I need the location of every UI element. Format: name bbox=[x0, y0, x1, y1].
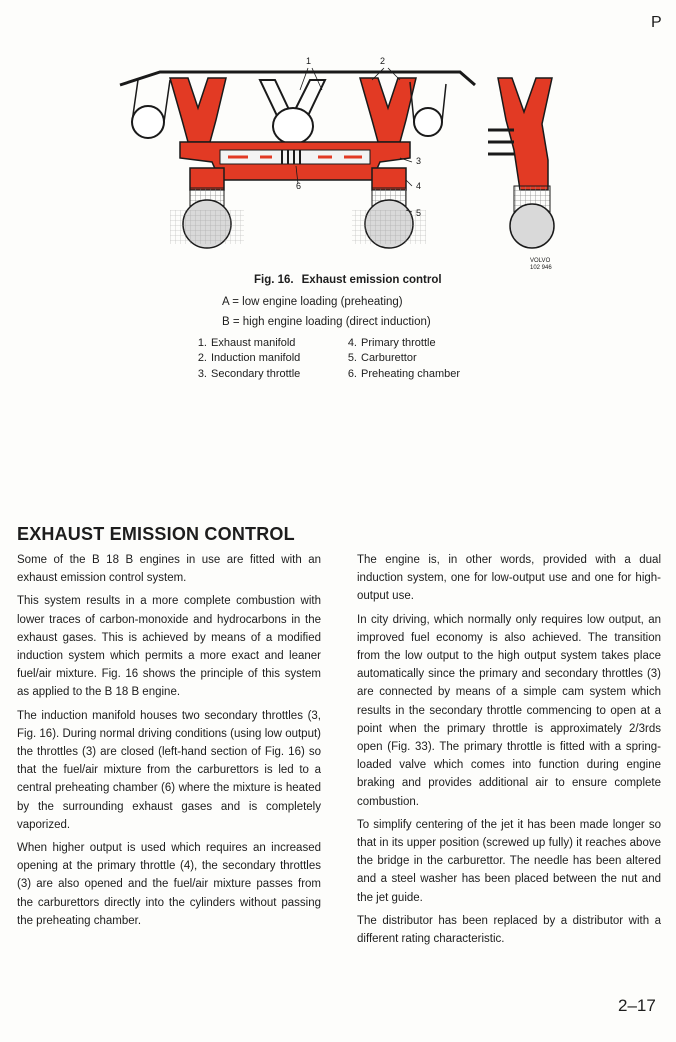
left-column bbox=[17, 551, 321, 935]
paragraph: The engine is, in other words, provided with a dual induction system, one for low-output use and one for high-output use. bbox=[357, 554, 661, 603]
legend-item: 6. Preheating chamber bbox=[347, 368, 461, 380]
paragraph: To simplify centering of the jet it has been made longer so that in its upper position (screwed up fully) it reaches above the bridge in the carburettor. The needle has been altered and a steel washer has been placed between the nut and the jet guide. bbox=[357, 818, 661, 904]
paragraph: The distributor has been replaced by a distributor with a different rating characteristic. bbox=[357, 914, 661, 946]
callout-4: 4 bbox=[416, 181, 422, 191]
paragraph: In city driving, which normally only requires low output, an improved fuel economy is also achieved. The transition from the low output to the high output system takes place automatically since the primary and secondary throttles (3) are connected by means of a simple cam system which results in the secondary throttle commencing to open at a point when the primary throttle is approximately 2/3rds open (Fig. 33). The primary throttle is fitted with a spring-loaded valve which comes into function during engine braking and provides additional air to ensure complete combustion. bbox=[357, 613, 661, 808]
paragraph: The induction manifold houses two secondary throttles (3, Fig. 16). During normal driving conditions (using low output) the throttles (3) are closed (left-hand section of Fig. 16) so that the fuel/air mixture from the carburettors is led to a central preheating chamber (6) where the mixture is heated by the surrounding exhaust gases and is completely vaporized. bbox=[17, 709, 321, 831]
callout-6: 6 bbox=[296, 181, 302, 191]
paragraph: When higher output is used which requires an increased opening at the primary throttle (4), the secondary throttles (3) are also opened and the fuel/air mixture passes from the carburettors directly into the cylinders without passing the preheating chamber. bbox=[17, 842, 321, 927]
caption-line-b: B = high engine loading (direct induction) bbox=[222, 316, 431, 328]
pulley-right bbox=[414, 108, 442, 136]
callout-2: 2 bbox=[380, 56, 386, 66]
exhaust-emission-diagram bbox=[110, 50, 570, 272]
exhaust-manifold-right bbox=[360, 78, 416, 142]
riser-left bbox=[190, 168, 224, 190]
page-number: 2–17 bbox=[618, 996, 656, 1015]
legend-item: 3. Secondary throttle bbox=[197, 368, 301, 380]
legend-item: 5. Carburettor bbox=[347, 352, 417, 364]
figure-stamp-line-2: 102 946 bbox=[530, 265, 552, 271]
side-view-carburettor bbox=[510, 204, 554, 248]
section-letter: P bbox=[651, 14, 662, 31]
callout-1: 1 bbox=[306, 56, 312, 66]
figure-stamp-line-1: VOLVO bbox=[530, 258, 551, 264]
side-view-manifold bbox=[498, 78, 552, 190]
figure-title: Fig. 16. Exhaust emission control bbox=[254, 274, 442, 286]
callout-5: 5 bbox=[416, 208, 422, 218]
paragraph: Some of the B 18 B engines in use are fitted with an exhaust emission control system. bbox=[17, 554, 321, 585]
paragraph: This system results in a more complete combustion with lower traces of carbon-monoxide and hydrocarbons in the exhaust gases. This is achieved by means of a modified induction system which permits a more exact and leaner fuel/air mixture. Fig. 16 shows the principle of this system as applied to the B 18 B engine. bbox=[17, 595, 321, 699]
legend-item: 4. Primary throttle bbox=[347, 337, 436, 349]
cylinder-dome bbox=[273, 108, 313, 144]
section-heading: EXHAUST EMISSION CONTROL bbox=[17, 524, 295, 544]
callout-3: 3 bbox=[416, 156, 422, 166]
riser-right bbox=[372, 168, 406, 190]
legend-item: 2. Induction manifold bbox=[197, 352, 301, 364]
pulley-left bbox=[132, 106, 164, 138]
legend-item: 1. Exhaust manifold bbox=[197, 337, 296, 349]
right-column bbox=[357, 551, 661, 953]
caption-line-a: A = low engine loading (preheating) bbox=[222, 296, 403, 308]
exhaust-manifold-left bbox=[170, 78, 226, 142]
